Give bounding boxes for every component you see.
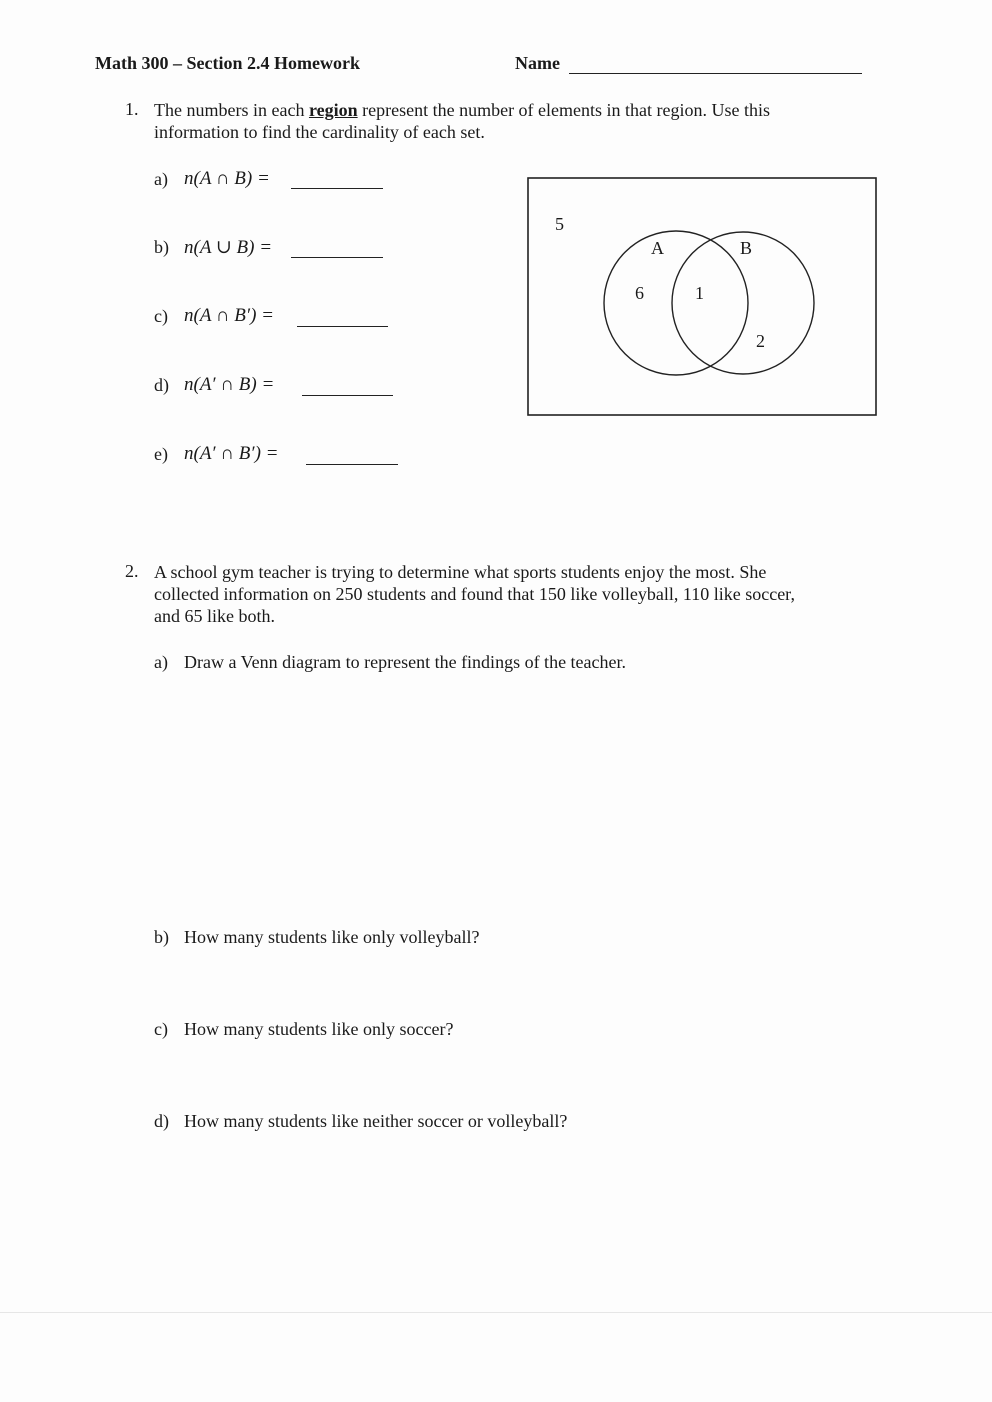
region-emphasis: region: [308, 100, 358, 120]
worksheet-title: Math 300 – Section 2.4 Homework: [95, 53, 360, 73]
venn-diagram: [520, 170, 885, 425]
outside-count: 5: [555, 214, 564, 234]
part-1b-letter: b): [154, 237, 169, 257]
question-1-number: 1.: [125, 99, 139, 119]
part-1b-answer-blank[interactable]: [291, 239, 383, 258]
part-1a-letter: a): [154, 169, 168, 189]
part-2d-letter: d): [154, 1111, 169, 1131]
name-label: Name: [515, 53, 560, 73]
scan-edge-line: [0, 1312, 992, 1313]
part-2b-text: How many students like only volleyball?: [184, 927, 480, 947]
question-2-line-2: collected information on 250 students and found that 150 like volleyball, 110 like soccer,: [154, 584, 795, 604]
part-1e-answer-blank[interactable]: [306, 446, 398, 465]
part-2a-text: Draw a Venn diagram to represent the findings of the teacher.: [184, 652, 627, 672]
part-2a-letter: a): [154, 652, 168, 672]
question-1-line-2: information to find the cardinality of each set.: [154, 122, 485, 142]
question-2-number: 2.: [125, 561, 139, 581]
question-1-line-1: [154, 99, 770, 121]
part-1e-letter: e): [154, 444, 168, 464]
both-count: 1: [695, 283, 704, 303]
part-1c-answer-blank[interactable]: [297, 308, 388, 327]
part-1d-answer-blank[interactable]: [302, 377, 393, 396]
part-1d-letter: d): [154, 375, 169, 395]
set-a-label: A: [651, 238, 664, 258]
question-1-text-start: The numbers in each: [154, 100, 305, 120]
part-1a-answer-blank[interactable]: [291, 170, 383, 189]
part-2c-letter: c): [154, 1019, 168, 1039]
part-1c-letter: c): [154, 306, 168, 326]
part-1a-expression: n(A ∩ B) =: [184, 168, 270, 189]
part-2b-letter: b): [154, 927, 169, 947]
only-b-count: 2: [756, 331, 765, 351]
part-2d-text: How many students like neither soccer or volleyball?: [184, 1111, 568, 1131]
set-a-circle: [604, 231, 748, 375]
question-2-line-3: and 65 like both.: [154, 606, 275, 626]
question-1-text-rest: represent the number of elements in that region. Use this: [362, 100, 771, 120]
part-2c-text: How many students like only soccer?: [184, 1019, 454, 1039]
venn-drawing-area[interactable]: [154, 690, 874, 900]
part-1c-expression: n(A ∩ B′) =: [184, 305, 274, 326]
question-2-line-1: A school gym teacher is trying to determine what sports students enjoy the most. She: [154, 562, 767, 582]
only-a-count: 6: [635, 283, 644, 303]
part-1b-expression: n(A ∪ B) =: [184, 237, 273, 258]
name-answer-line[interactable]: [569, 73, 862, 74]
part-1d-expression: n(A′ ∩ B) =: [184, 374, 275, 395]
set-b-label: B: [740, 238, 753, 258]
part-1e-expression: n(A′ ∩ B′) =: [184, 443, 279, 464]
